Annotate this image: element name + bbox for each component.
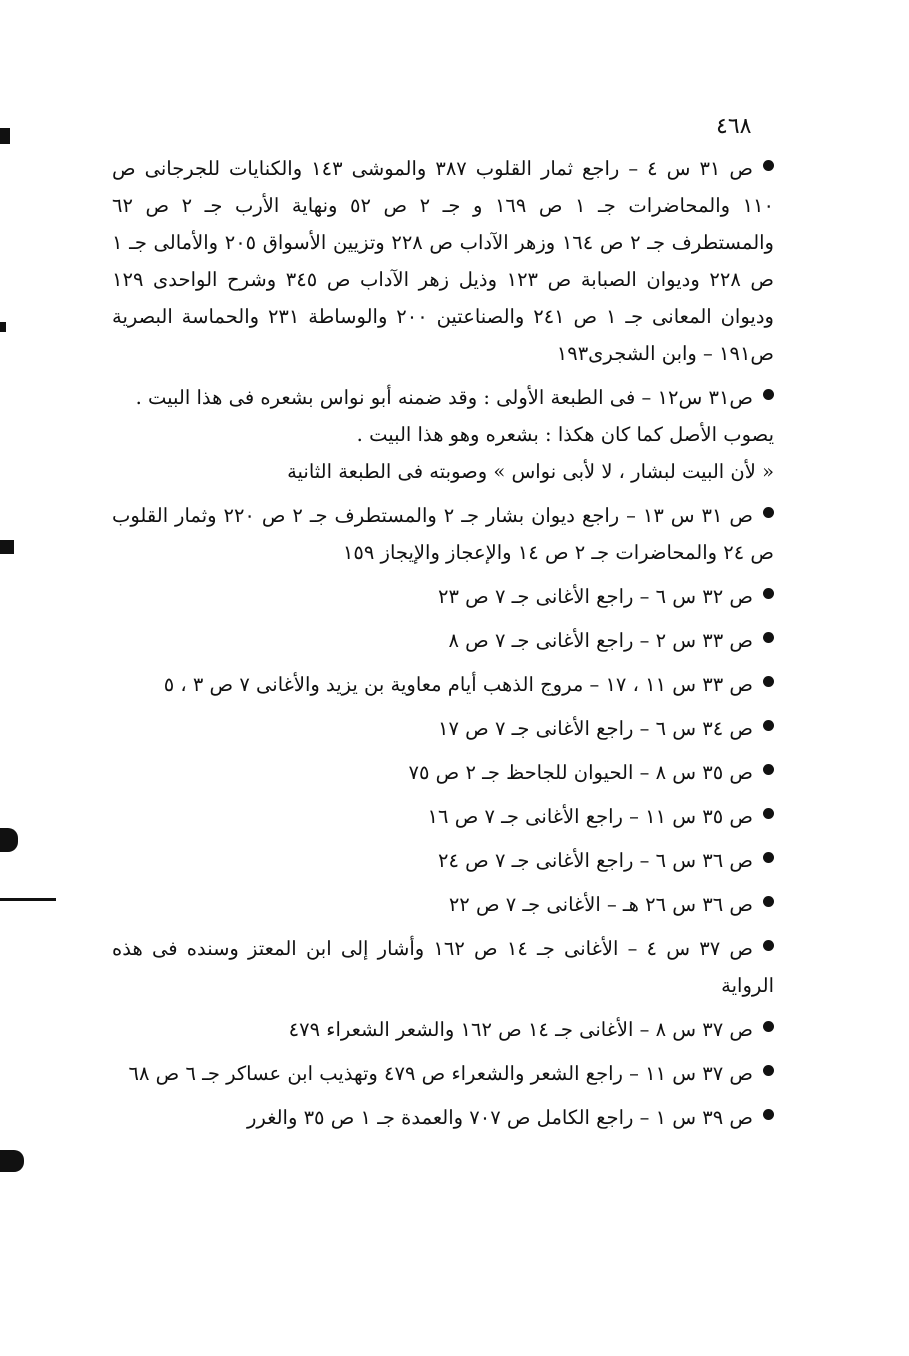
list-item	[112, 497, 774, 571]
list-item	[112, 1099, 774, 1136]
bullet-icon	[763, 389, 774, 400]
scan-edge-mark	[0, 828, 18, 852]
bullet-icon	[763, 852, 774, 863]
entry-text: ص ٣١ س ٤ – راجع ثمار القلوب ٣٨٧ والموشى ١٤٣ والكنايات للجرجانى ص ١١٠ والمحاضرات جـ ١ ص ١٦٩ و جـ ٢ ص ٥٢ ونهاية الأرب جـ ٢ ص ٦٢ والمستطرف جـ ٢ ص ١٦٤ وزهر الآداب ص ٢٢٨ وتزيين الأسواق ٢٠٥ والأمالى جـ ١ ص ٢٢٨ وديوان الصبابة ص ١٢٣ وذيل زهر الآداب ص ٣٤٥ وشرح الواحدى ١٢٩ وديوان المعانى جـ ١ ص ٢٤١ والصناعتين ٢٠٠ والوساطة ٢٣١ والحماسة البصرية ص١٩١ – وابن الشجرى١٩٣	[112, 157, 775, 365]
bullet-icon	[763, 676, 774, 687]
entry-text: ص ٣٢ س ٦ – راجع الأغانى جـ ٧ ص ٢٣	[438, 585, 753, 608]
list-item	[112, 842, 774, 879]
entry-text: ص ٣٥ س ٨ – الحيوان للجاحظ جـ ٢ ص ٧٥	[408, 761, 753, 784]
bullet-icon	[763, 1065, 774, 1076]
list-item	[112, 622, 774, 659]
list-item	[112, 150, 774, 372]
bullet-icon	[763, 1021, 774, 1032]
entry-text: ص ٣٣ س ١١ ، ١٧ – مروج الذهب أيام معاوية بن يزيد والأغانى ٧ ص ٣ ، ٥	[163, 673, 753, 696]
notes-list	[112, 150, 774, 1143]
entry-line	[112, 379, 774, 416]
bullet-icon	[763, 720, 774, 731]
bullet-icon	[763, 632, 774, 643]
entry-text: ص ٣٣ س ٢ – راجع الأغانى جـ ٧ ص ٨	[448, 629, 753, 652]
list-item	[112, 754, 774, 791]
bullet-icon	[763, 764, 774, 775]
scan-edge-mark	[0, 1150, 24, 1172]
entry-text: ص ٣٦ س ٦ – راجع الأغانى جـ ٧ ص ٢٤	[438, 849, 753, 872]
entry-note: يصوب الأصل كما كان هكذا : بشعره وهو هذا البيت .	[356, 423, 774, 446]
scan-edge-mark	[0, 898, 56, 901]
entry-text: ص ٣٧ س ٨ – الأغانى جـ ١٤ ص ١٦٢ والشعر الشعراء ٤٧٩	[288, 1018, 753, 1041]
list-item	[112, 1011, 774, 1048]
entry-note: « لأن البيت لبشار ، لا لأبى نواس » وصوبته فى الطبعة الثانية	[287, 460, 774, 483]
page-number: ٤٦٨	[716, 114, 752, 139]
list-item	[112, 710, 774, 747]
entry-text: ص ٣٤ س ٦ – راجع الأغانى جـ ٧ ص ١٧	[438, 717, 753, 740]
bullet-icon	[763, 940, 774, 951]
entry-text: ص ٣٧ س ١١ – راجع الشعر والشعراء ص ٤٧٩ وتهذيب ابن عساكر جـ ٦ ص ٦٨	[128, 1062, 753, 1085]
entry-text: ص ٣٩ س ١ – راجع الكامل ص ٧٠٧ والعمدة جـ ١ ص ٣٥ والغرر	[247, 1106, 753, 1129]
entry-text: ص ٣٧ س ٤ – الأغانى جـ ١٤ ص ١٦٢ وأشار إلى ابن المعتز وسنده فى هذه الرواية	[112, 937, 774, 997]
list-item	[112, 886, 774, 923]
list-item	[112, 578, 774, 615]
list-item	[112, 379, 774, 490]
bullet-icon	[763, 507, 774, 518]
scan-edge-mark	[0, 540, 14, 554]
list-item	[112, 1055, 774, 1092]
bullet-icon	[763, 1109, 774, 1120]
list-item	[112, 930, 774, 1004]
entry-text: ص ٣٦ س ٢٦ هـ – الأغانى جـ ٧ ص ٢٢	[448, 893, 753, 916]
bullet-icon	[763, 588, 774, 599]
scan-edge-mark	[0, 322, 6, 332]
bullet-icon	[763, 896, 774, 907]
entry-text: ص٣١ س١٢ – فى الطبعة الأولى : وقد ضمنه أبو نواس بشعره فى هذا البيت .	[135, 386, 753, 409]
bullet-icon	[763, 160, 774, 171]
scan-edge-mark	[0, 128, 10, 144]
bullet-icon	[763, 808, 774, 819]
entry-text: ص ٣١ س ١٣ – راجع ديوان بشار جـ ٢ والمستطرف جـ ٢ ص ٢٢٠ وثمار القلوب ص ٢٤ والمحاضرات جـ ٢ ص ١٤ والإعجاز والإيجاز ١٥٩	[112, 504, 774, 564]
entry-text: ص ٣٥ س ١١ – راجع الأغانى جـ ٧ ص ١٦	[427, 805, 753, 828]
list-item	[112, 798, 774, 835]
list-item	[112, 666, 774, 703]
